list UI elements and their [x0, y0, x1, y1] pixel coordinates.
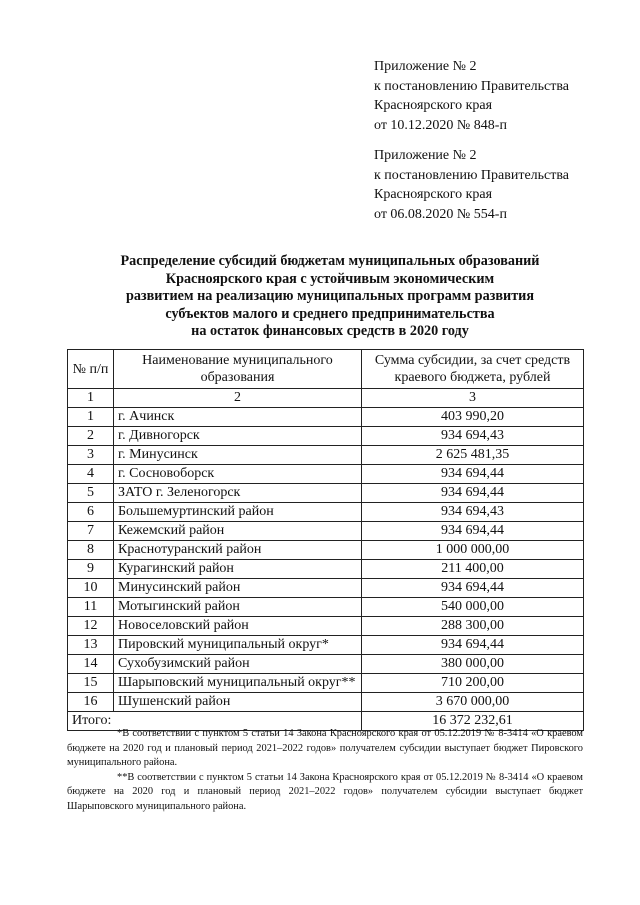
appendix-number: Приложение № 2 — [374, 59, 477, 74]
table-row — [68, 655, 584, 674]
subsidy-amount: 934 694,43 — [362, 427, 584, 446]
row-number: 14 — [68, 655, 114, 674]
table-row — [68, 465, 584, 484]
row-number: 1 — [68, 408, 114, 427]
subsidy-amount: 3 670 000,00 — [362, 693, 584, 712]
subsidy-amount: 934 694,44 — [362, 465, 584, 484]
table-row — [68, 541, 584, 560]
row-number: 2 — [68, 427, 114, 446]
total-amount: 16 372 232,61 — [362, 712, 584, 731]
footnote: *В соответствии с пунктом 5 статьи 14 Закона Красноярского края от 05.12.2019 № 8-3414 «О краевом бюджете на 2020 год и плановый период 2021–2022 годов» получателем субсидии выступает бюджет Пировского муниципального района. — [67, 728, 583, 769]
subsidy-amount: 934 694,44 — [362, 484, 584, 503]
footnotes — [67, 727, 583, 815]
row-number: 6 — [68, 503, 114, 522]
table-row — [68, 408, 584, 427]
row-number: 5 — [68, 484, 114, 503]
table-row — [68, 560, 584, 579]
subsidy-table — [67, 349, 584, 731]
appendix-date: от 06.08.2020 № 554-п — [374, 206, 507, 222]
table-row — [68, 693, 584, 712]
municipality-name: Краснотуранский район — [114, 541, 362, 560]
table-row — [68, 484, 584, 503]
table-row — [68, 427, 584, 446]
row-number: 8 — [68, 541, 114, 560]
municipality-name: Курагинский район — [114, 560, 362, 579]
subsidy-amount: 934 694,44 — [362, 636, 584, 655]
subsidy-amount: 211 400,00 — [362, 560, 584, 579]
appendix-number: Приложение № 2 — [374, 148, 477, 163]
subsidy-amount: 934 694,44 — [362, 579, 584, 598]
row-number: 7 — [68, 522, 114, 541]
table-row — [68, 617, 584, 636]
subsidy-amount: 380 000,00 — [362, 655, 584, 674]
header-municipality: Наименование муниципального образования — [114, 350, 362, 389]
row-number: 4 — [68, 465, 114, 484]
municipality-name: Шарыповский муниципальный округ** — [114, 674, 362, 693]
subsidy-amount: 2 625 481,35 — [362, 446, 584, 465]
appendix-reference: к постановлению Правительства — [374, 167, 570, 183]
subsidy-amount: 710 200,00 — [362, 674, 584, 693]
footnote: **В соответствии с пунктом 5 статьи 14 Закона Красноярского края от 05.12.2019 № 8-3414 «О краевом бюджете на 2020 год и плановый период 2021–2022 годов» получателем субсидии выступает бюджет Шарыповского муниципального района. — [67, 771, 583, 812]
table-row — [68, 636, 584, 655]
title-line: субъектов малого и среднего предпринимательства — [165, 305, 495, 322]
municipality-name: Сухобузимский район — [114, 655, 362, 674]
appendix-header-previous — [374, 146, 569, 224]
title-line: на остаток финансовых средств в 2020 году — [191, 323, 469, 340]
table-row — [68, 579, 584, 598]
municipality-name: Пировский муниципальный округ* — [114, 636, 362, 655]
row-number: 3 — [68, 446, 114, 465]
row-number: 9 — [68, 560, 114, 579]
municipality-name: г. Дивногорск — [114, 427, 362, 446]
title-line: Красноярского края с устойчивым экономическим — [165, 270, 495, 287]
table-header-row — [68, 350, 584, 389]
municipality-name: ЗАТО г. Зеленогорск — [114, 484, 362, 503]
appendix-header-current — [374, 57, 569, 135]
row-number: 16 — [68, 693, 114, 712]
appendix-date: от 10.12.2020 № 848-п — [374, 117, 507, 133]
row-number: 13 — [68, 636, 114, 655]
municipality-name: Новоселовский район — [114, 617, 362, 636]
appendix-region: Красноярского края — [374, 98, 493, 113]
subsidy-amount: 934 694,43 — [362, 503, 584, 522]
column-number: 1 — [68, 389, 114, 408]
table-row — [68, 522, 584, 541]
municipality-name: г. Ачинск — [114, 408, 362, 427]
table-row — [68, 598, 584, 617]
title-line: развитием на реализацию муниципальных программ развития — [125, 288, 535, 305]
document-title — [80, 253, 580, 341]
column-number: 2 — [114, 389, 362, 408]
subsidy-amount: 403 990,20 — [362, 408, 584, 427]
row-number: 12 — [68, 617, 114, 636]
subsidy-amount: 934 694,44 — [362, 522, 584, 541]
municipality-name: г. Сосновоборск — [114, 465, 362, 484]
table-column-numbers-row — [68, 389, 584, 408]
municipality-name: Шушенский район — [114, 693, 362, 712]
column-number: 3 — [362, 389, 584, 408]
header-number: № п/п — [68, 350, 114, 389]
table-row — [68, 503, 584, 522]
total-label: Итого: — [68, 712, 362, 731]
row-number: 15 — [68, 674, 114, 693]
header-amount: Сумма субсидии, за счет средств краевого бюджета, рублей — [362, 350, 584, 389]
row-number: 10 — [68, 579, 114, 598]
table-row — [68, 674, 584, 693]
subsidy-amount: 288 300,00 — [362, 617, 584, 636]
table-body — [68, 408, 584, 712]
municipality-name: г. Минусинск — [114, 446, 362, 465]
subsidy-amount: 540 000,00 — [362, 598, 584, 617]
municipality-name: Большемуртинский район — [114, 503, 362, 522]
municipality-name: Минусинский район — [114, 579, 362, 598]
appendix-reference: к постановлению Правительства — [374, 78, 570, 94]
table-row — [68, 446, 584, 465]
title-line: Распределение субсидий бюджетам муниципальных образований — [120, 253, 540, 269]
municipality-name: Кежемский район — [114, 522, 362, 541]
subsidy-amount: 1 000 000,00 — [362, 541, 584, 560]
appendix-region: Красноярского края — [374, 187, 493, 202]
row-number: 11 — [68, 598, 114, 617]
municipality-name: Мотыгинский район — [114, 598, 362, 617]
